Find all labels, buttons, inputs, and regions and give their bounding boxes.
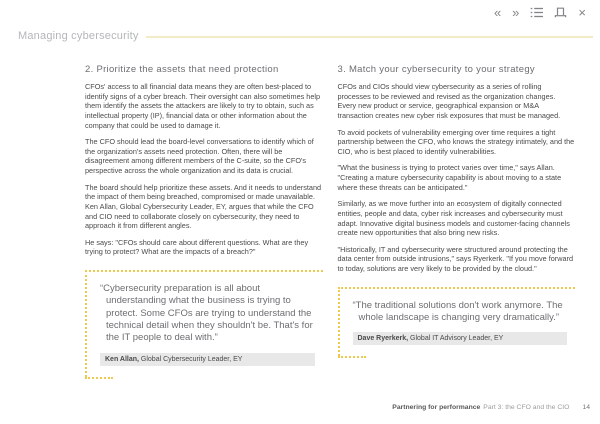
previous-pages-icon[interactable]: « xyxy=(493,5,502,20)
contents-icon[interactable] xyxy=(530,7,543,18)
quote-author: Ken Allan, xyxy=(105,355,139,363)
body-paragraph: CFOs and CIOs should view cybersecurity as a series of rolling processes to be reviewed and revised as the organization changes. Every new product or service, geographical expansion or M&A transaction creates new cyber risk exposures that must be managed. xyxy=(337,82,561,120)
body-paragraph: The CFO should lead the board-level conversations to identify which of the organization's assets need protection. Often, there will be disagreement among different members of the C-suite, so the CFO's perspective across the whole organization and its data is crucial. xyxy=(85,137,314,175)
publication-section: Part 3: the CFO and the CIO xyxy=(483,404,570,411)
page-number: 14 xyxy=(582,404,590,411)
body-paragraph: To avoid pockets of vulnerability emerging over time requires a tight partnership between the CFO, who knows the strategy intimately, and the CIO, who is best placed to identify vulnerabilities. xyxy=(337,127,575,156)
content-columns xyxy=(85,64,575,377)
quote-text: “Cybersecurity preparation is all about understanding what the business is trying to protect. Some CFOs are trying to understand the technical detail when they shouldn't be. That's for the IT people to deal with.” xyxy=(100,283,313,344)
publication-title: Partnering for performance xyxy=(392,404,481,411)
body-paragraph: Similarly, as we move further into an ecosystem of digitally connected entities, people and data, cyber risk increases and cybersecurity must adapt. Innovative digital business models and customer-facing channels create new opportunities that also bring new risks. xyxy=(337,199,570,238)
next-pages-icon[interactable]: » xyxy=(512,5,520,20)
section-heading-strategy: 3. Match your cybersecurity to your strategy xyxy=(337,64,535,75)
body-paragraph: CFOs' access to all financial data means they are often best-placed to identify signs of a cyber breach. Their oversight can also sometimes help them identify the assets the attackers are likely to try to obtain, such as intellectual property (IP), financial data or other information about the company that could be used to damage it. xyxy=(85,82,321,130)
body-paragraph: He says: "CFOs should care about different questions. What are they trying to protect? What are the impacts of a breach?" xyxy=(85,237,309,257)
quote-text: “The traditional solutions don't work anymore. The whole landscape is changing very dramatically.” xyxy=(352,299,563,323)
print-icon[interactable] xyxy=(554,7,567,18)
page-header xyxy=(18,30,593,42)
quote-author: Dave Ryerkerk, xyxy=(357,335,409,343)
body-paragraph: "Historically, IT and cybersecurity were structured around protecting the data center from outside intrusions," says Ryerkerk. "If you move forward to today, solutions are very likely to be provided by the cloud." xyxy=(337,244,574,273)
pull-quote-dave-ryerkerk xyxy=(338,287,576,357)
title-rule xyxy=(146,36,593,38)
quote-attribution xyxy=(353,332,568,345)
quote-author-role: Global IT Advisory Leader, EY xyxy=(408,335,504,343)
body-paragraph: The board should help prioritize these assets. And it needs to understand the impact of them being breached, compromised or made unavailable. Ken Allan, Global Cybersecurity Leader, EY, argues that while the CFO and CIO need to collaborate closely on cybersecurity, they need to approach it from different angles. xyxy=(85,182,322,231)
quote-author-role: Global Cybersecurity Leader, EY xyxy=(138,355,243,363)
page-footer xyxy=(392,404,590,411)
section-heading-prioritize: 2. Prioritize the assets that need protection xyxy=(85,64,279,75)
quote-border-tail xyxy=(338,356,366,358)
viewer-toolbar xyxy=(494,6,586,19)
close-icon[interactable]: × xyxy=(578,5,586,20)
page-title: Managing cybersecurity xyxy=(18,30,139,42)
pull-quote-ken-allan xyxy=(85,270,323,377)
left-column xyxy=(85,64,323,377)
right-column xyxy=(338,64,576,377)
quote-border-tail xyxy=(85,377,113,379)
body-paragraph: "What the business is trying to protect varies over time," says Allan. "Creating a mature cybersecurity capability is about moving to a state where these threats can be anticipated." xyxy=(337,163,562,192)
quote-attribution xyxy=(100,353,315,366)
